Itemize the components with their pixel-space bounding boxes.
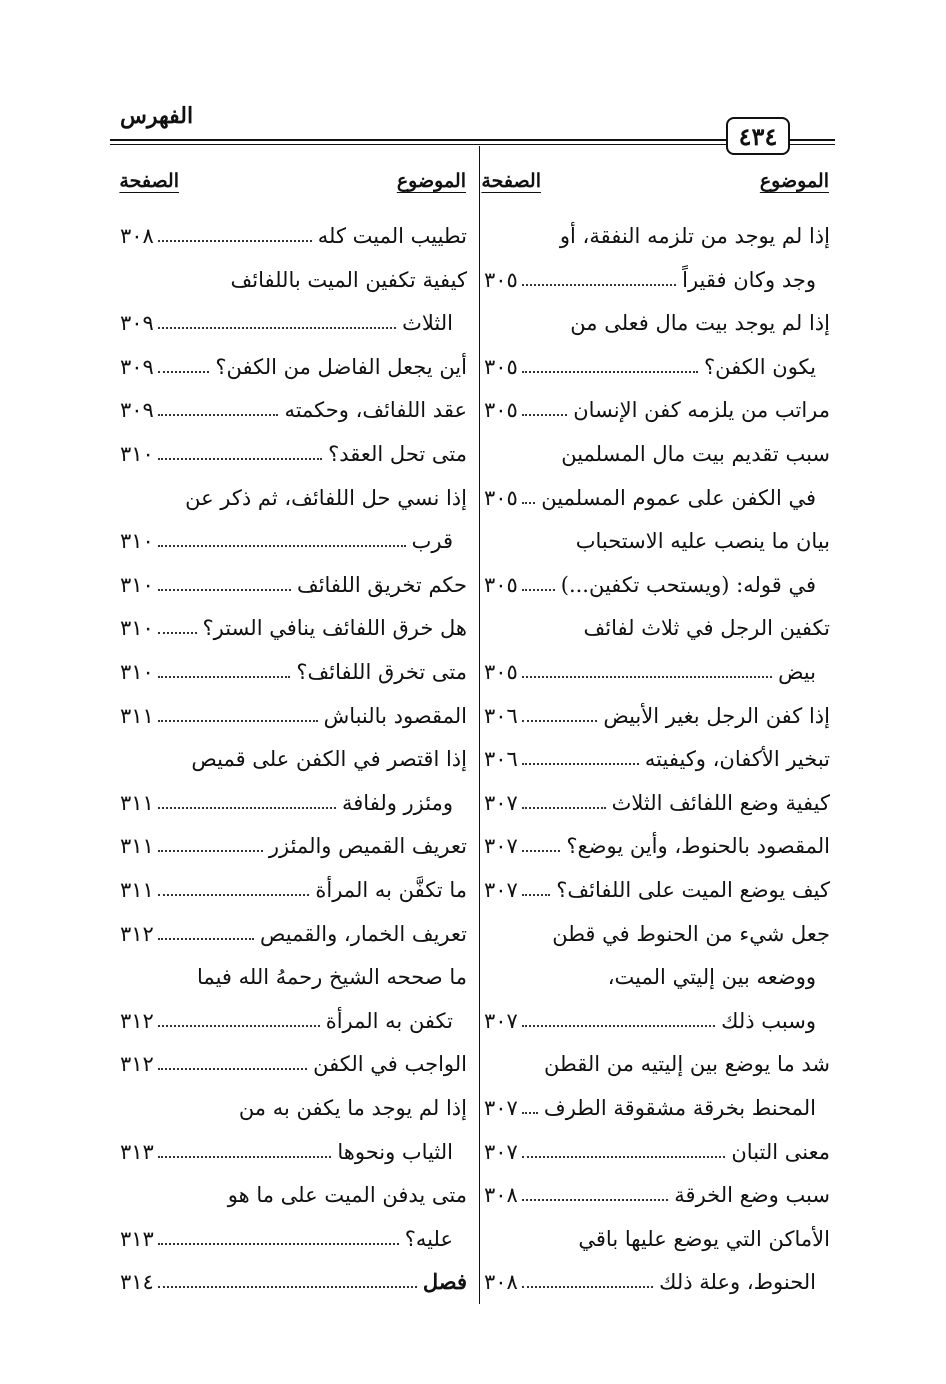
entry-topic-text: بيض xyxy=(778,660,816,684)
leader-dots xyxy=(522,1156,726,1158)
leader-dots xyxy=(158,1243,399,1245)
entry-page-number: ٣٠٦ xyxy=(484,747,518,772)
leader-dots xyxy=(158,1156,332,1158)
index-entry-line xyxy=(484,1175,830,1215)
index-entry-line xyxy=(120,565,467,605)
index-entry-line xyxy=(120,957,467,997)
index-entry-line xyxy=(484,957,830,997)
index-entry-line xyxy=(484,1219,830,1259)
entry-page-number: ٣١٣ xyxy=(120,1226,154,1251)
index-entry-line xyxy=(484,652,830,692)
entry-topic-text: قرب xyxy=(411,529,453,554)
index-entry-line xyxy=(120,521,467,561)
entry-page-number: ٣٠٨ xyxy=(120,224,154,248)
entry-page-number: ٣٠٩ xyxy=(120,354,154,379)
entry-page-number: ٣١١ xyxy=(120,790,154,815)
entry-topic-text: متى تخرق اللفائف؟ xyxy=(296,660,467,684)
entry-page-number: ٣٠٧ xyxy=(484,878,518,902)
entry-page-number: ٣٠٥ xyxy=(484,354,518,379)
index-entry-line xyxy=(120,1088,467,1128)
entry-page-number: ٣٠٧ xyxy=(484,1096,518,1120)
entry-topic-text: الثياب ونحوها xyxy=(337,1139,453,1164)
index-entry-line xyxy=(120,216,467,256)
leader-dots xyxy=(158,632,197,634)
entry-page-number: ٣٠٥ xyxy=(484,660,518,684)
index-entry-line xyxy=(120,303,467,343)
entry-topic-text: الواجب في الكفن xyxy=(313,1052,467,1077)
entry-topic-text: في قوله: (ويستحب تكفين...) xyxy=(560,572,816,597)
entry-page-number: ٣٠٩ xyxy=(120,311,154,336)
leader-dots xyxy=(158,850,263,852)
index-entry-line xyxy=(484,390,830,430)
index-entry-line xyxy=(120,434,467,474)
index-entry-line xyxy=(120,739,467,779)
leader-dots xyxy=(522,850,560,852)
index-entry-line xyxy=(120,783,467,823)
leader-dots xyxy=(522,1286,653,1288)
index-entry-line xyxy=(484,1088,830,1128)
entry-topic-text: الأماكن التي يوضع عليها باقي xyxy=(578,1226,830,1251)
leader-dots xyxy=(158,807,336,809)
index-entry-line xyxy=(120,1132,467,1172)
entry-topic-text: الحنوط، وعلة ذلك xyxy=(659,1270,816,1295)
index-entry-line xyxy=(484,347,830,387)
index-entry-line xyxy=(120,347,467,387)
index-entry-line xyxy=(120,696,467,736)
entry-topic-text: إذا اقتصر في الكفن على قميص xyxy=(191,747,467,772)
index-entry-line xyxy=(120,390,467,430)
entry-page-number: ٣٠٧ xyxy=(484,1139,518,1164)
leader-dots xyxy=(522,589,555,591)
leader-dots xyxy=(522,1112,538,1114)
entry-topic-text: تبخير الأكفان، وكيفيته xyxy=(644,747,830,772)
entry-page-number: ٣١١ xyxy=(120,878,154,902)
entry-topic-text: إذا كفن الرجل بغير الأبيض xyxy=(603,703,830,728)
leader-dots xyxy=(522,1199,668,1201)
entry-page-number: ٣١٠ xyxy=(120,572,154,597)
leader-dots xyxy=(158,545,406,547)
entry-topic-text: إذا لم يوجد من تلزمه النفقة، أو xyxy=(559,224,830,248)
entry-page-number: ٣٠٧ xyxy=(484,834,518,859)
index-entry-line xyxy=(484,1132,830,1172)
entry-page-number: ٣١٢ xyxy=(120,1008,154,1033)
entry-topic-text: المقصود بالنباش xyxy=(323,703,467,728)
entry-topic-text: كيفية تكفين الميت باللفائف xyxy=(230,267,467,292)
leader-dots xyxy=(522,414,567,416)
entry-topic-text: وسبب ذلك xyxy=(721,1008,816,1033)
index-entry-line xyxy=(484,608,830,648)
entry-topic-text: بيان ما ينصب عليه الاستحباب xyxy=(575,529,830,554)
entry-topic-text: سبب وضع الخرقة xyxy=(674,1183,830,1208)
entry-topic-text: وجد وكان فقيراً xyxy=(682,267,816,292)
entry-topic-text: أين يجعل الفاضل من الكفن؟ xyxy=(215,354,467,379)
index-entry-line xyxy=(484,870,830,910)
entry-page-number: ٣٠٧ xyxy=(484,1008,518,1033)
index-entry-line xyxy=(120,1001,467,1041)
entry-topic-text: في الكفن على عموم المسلمين xyxy=(541,485,816,510)
entry-page-number: ٣١٠ xyxy=(120,616,154,641)
entry-topic-text: ومئزر ولفافة xyxy=(342,790,453,815)
entry-page-number: ٣١١ xyxy=(120,703,154,728)
index-entry-line xyxy=(484,739,830,779)
leader-dots xyxy=(522,371,698,373)
index-entry-line xyxy=(120,1175,467,1215)
leader-dots xyxy=(522,284,676,286)
index-entry-line xyxy=(120,608,467,648)
entry-page-number: ٣١١ xyxy=(120,834,154,859)
leader-dots xyxy=(522,1025,715,1027)
entry-topic-text: تعريف القميص والمئزر xyxy=(268,834,467,859)
entry-page-number: ٣٠٥ xyxy=(484,398,518,423)
leader-dots xyxy=(522,676,772,678)
index-entry-line xyxy=(484,434,830,474)
index-entry-line xyxy=(484,565,830,605)
entry-topic-text: الثلاث xyxy=(402,311,453,336)
entry-topic-text: تطييب الميت كله xyxy=(317,224,467,248)
entry-topic-text: متى تحل العقد؟ xyxy=(328,442,467,466)
entry-topic-text: إذا نسي حل اللفائف، ثم ذكر عن xyxy=(185,485,467,510)
entry-topic-text: عقد اللفائف، وحكمته xyxy=(284,398,467,423)
entry-topic-text: حكم تخريق اللفائف xyxy=(296,572,467,597)
entry-page-number: ٣١٠ xyxy=(120,660,154,684)
index-entry-line xyxy=(484,914,830,954)
leader-dots xyxy=(522,720,598,722)
index-entry-line xyxy=(120,1262,467,1302)
leader-dots xyxy=(158,720,318,722)
index-entry-line xyxy=(484,826,830,866)
leader-dots xyxy=(158,1025,320,1027)
entry-page-number: ٣١٢ xyxy=(120,921,154,946)
entry-topic-text: المحنط بخرقة مشقوقة الطرف xyxy=(543,1096,816,1120)
entry-topic-text: كيفية وضع اللفائف الثلاث xyxy=(611,790,830,815)
entry-page-number: ٣٠٩ xyxy=(120,398,154,423)
column-divider xyxy=(479,146,480,1304)
left-column-topic-head: الموضوع xyxy=(396,170,466,192)
index-entry-line xyxy=(484,1262,830,1302)
right-column-page-head: الصفحة xyxy=(481,170,541,192)
entry-topic-text: إذا لم يوجد بيت مال فعلى من xyxy=(570,311,830,336)
index-entry-line xyxy=(120,260,467,300)
entry-topic-text: مراتب من يلزمه كفن الإنسان xyxy=(573,398,830,423)
entry-topic-text: تكفن به المرأة xyxy=(325,1008,453,1033)
entry-topic-text: معنى التبان xyxy=(731,1139,830,1164)
leader-dots xyxy=(158,938,254,940)
leader-dots xyxy=(158,414,279,416)
index-entry-line xyxy=(120,826,467,866)
leader-dots xyxy=(158,1286,417,1288)
leader-dots xyxy=(522,763,639,765)
leader-dots xyxy=(158,894,310,896)
leader-dots xyxy=(158,458,322,460)
entry-topic-text: شد ما يوضع بين إليتيه من القطن xyxy=(544,1052,830,1077)
entry-page-number: ٣١٣ xyxy=(120,1139,154,1164)
leader-dots xyxy=(158,327,396,329)
entry-topic-text: يكون الكفن؟ xyxy=(704,354,816,379)
entry-topic-text: ووضعه بين إليتي الميت، xyxy=(607,965,816,990)
entry-topic-text: ما تكفَّن به المرأة xyxy=(315,878,467,902)
leader-dots xyxy=(522,807,606,809)
entry-topic-text: عليه؟ xyxy=(404,1226,453,1251)
index-entry-line xyxy=(484,1001,830,1041)
leader-dots xyxy=(158,676,291,678)
header-rule-right-thin xyxy=(790,144,835,145)
index-entry-line xyxy=(120,914,467,954)
leader-dots xyxy=(158,1068,307,1070)
entry-topic-text: المقصود بالحنوط، وأين يوضع؟ xyxy=(566,834,830,859)
left-column-page-head: الصفحة xyxy=(119,170,179,192)
index-entry-line xyxy=(484,303,830,343)
index-entry-line xyxy=(120,478,467,518)
index-entry-line xyxy=(120,652,467,692)
entry-page-number: ٣٠٧ xyxy=(484,790,518,815)
entry-topic-text: سبب تقديم بيت مال المسلمين xyxy=(561,442,830,466)
entry-page-number: ٣١٠ xyxy=(120,442,154,466)
index-entry-line xyxy=(484,521,830,561)
page-number-box xyxy=(726,117,790,155)
entry-page-number: ٣٠٥ xyxy=(484,572,518,597)
entry-page-number: ٣٠٨ xyxy=(484,1183,518,1208)
leader-dots xyxy=(158,371,210,373)
index-entry-line xyxy=(484,783,830,823)
entry-topic-text: هل خرق اللفائف ينافي الستر؟ xyxy=(202,616,467,641)
index-entry-line xyxy=(120,1219,467,1259)
header-rule-thin xyxy=(110,144,728,145)
index-entry-line xyxy=(484,216,830,256)
leader-dots xyxy=(158,589,291,591)
right-column-topic-head: الموضوع xyxy=(759,170,829,192)
entry-topic-text: تكفين الرجل في ثلاث لفائف xyxy=(583,616,830,641)
index-entry-line xyxy=(120,1044,467,1084)
entry-page-number: ٣٠٥ xyxy=(484,485,518,510)
entry-topic-text: جعل شيء من الحنوط في قطن xyxy=(552,921,830,946)
entry-page-number: ٣٠٨ xyxy=(484,1270,518,1295)
entry-topic-text: متى يدفن الميت على ما هو xyxy=(227,1183,467,1208)
index-entry-line xyxy=(484,696,830,736)
leader-dots xyxy=(522,502,535,504)
running-header-title: الفهرس xyxy=(120,103,194,129)
leader-dots xyxy=(158,240,312,242)
entry-page-number: ٣١٠ xyxy=(120,529,154,554)
entry-topic-text: تعريف الخمار، والقميص xyxy=(260,921,467,946)
page-number: ٤٣٤ xyxy=(738,121,778,151)
entry-page-number: ٣٠٥ xyxy=(484,267,518,292)
entry-page-number: ٣١٤ xyxy=(120,1270,154,1295)
entry-topic-text: فصل xyxy=(422,1269,467,1295)
header-rule xyxy=(110,139,728,141)
leader-dots xyxy=(522,894,550,896)
entry-page-number: ٣٠٦ xyxy=(484,703,518,728)
index-entry-line xyxy=(484,478,830,518)
entry-topic-text: إذا لم يوجد ما يكفن به من xyxy=(238,1096,467,1120)
index-entry-line xyxy=(484,260,830,300)
index-entry-line xyxy=(120,870,467,910)
entry-topic-text: ما صححه الشيخ رحمهُ الله فيما xyxy=(197,965,467,990)
entry-page-number: ٣١٢ xyxy=(120,1052,154,1077)
entry-topic-text: كيف يوضع الميت على اللفائف؟ xyxy=(556,878,830,902)
index-entry-line xyxy=(484,1044,830,1084)
header-rule-right xyxy=(790,139,835,141)
